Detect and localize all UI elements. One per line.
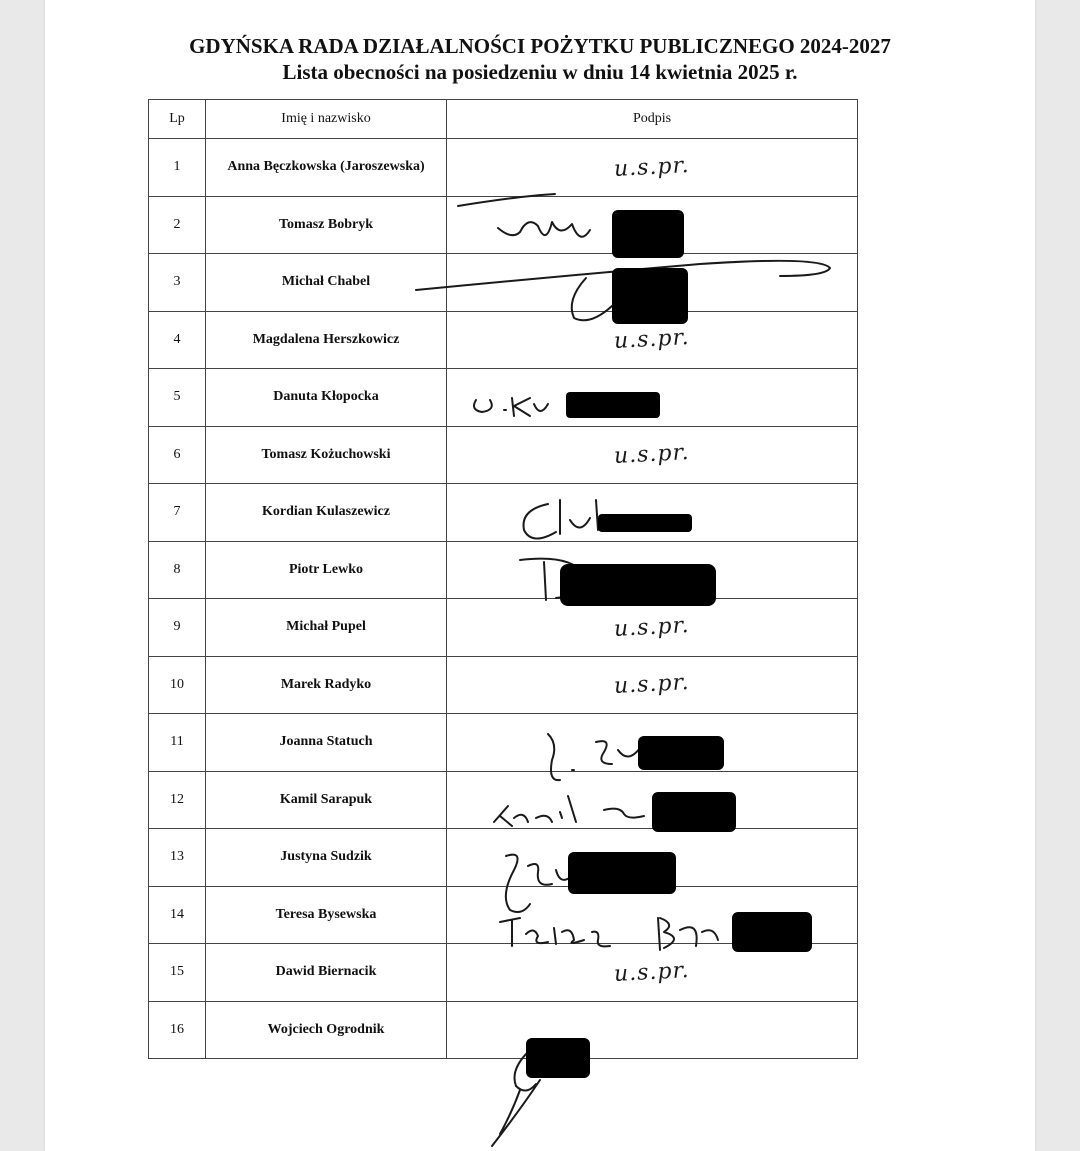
row-signature xyxy=(447,886,858,944)
table-row xyxy=(149,714,858,772)
row-name: Tomasz Kożuchowski xyxy=(206,426,447,484)
row-lp: 10 xyxy=(149,656,206,714)
row-name: Kordian Kulaszewicz xyxy=(206,484,447,542)
row-lp: 3 xyxy=(149,254,206,312)
row-signature xyxy=(447,139,858,197)
row-signature xyxy=(447,196,858,254)
table-row xyxy=(149,484,858,542)
table-row xyxy=(149,254,858,312)
document-subtitle: Lista obecności na posiedzeniu w dniu 14 kwietnia 2025 r. xyxy=(282,60,798,84)
row-signature xyxy=(447,944,858,1002)
row-name: Wojciech Ogrodnik xyxy=(206,1001,447,1059)
row-signature xyxy=(447,656,858,714)
attendance-table xyxy=(148,99,858,1059)
header-name: Imię i nazwisko xyxy=(206,100,447,139)
row-signature xyxy=(447,311,858,369)
row-name: Michał Pupel xyxy=(206,599,447,657)
row-name: Tomasz Bobryk xyxy=(206,196,447,254)
row-signature xyxy=(447,599,858,657)
signature-text: u.s.pr. xyxy=(613,612,691,642)
row-lp: 2 xyxy=(149,196,206,254)
row-lp: 11 xyxy=(149,714,206,772)
row-name: Magdalena Herszkowicz xyxy=(206,311,447,369)
row-signature xyxy=(447,484,858,542)
row-lp: 9 xyxy=(149,599,206,657)
table-row xyxy=(149,886,858,944)
row-lp: 14 xyxy=(149,886,206,944)
row-name: Justyna Sudzik xyxy=(206,829,447,887)
signature-text: u.s.pr. xyxy=(613,325,691,355)
table-row xyxy=(149,771,858,829)
row-name: Joanna Statuch xyxy=(206,714,447,772)
table-row xyxy=(149,311,858,369)
row-name: Teresa Bysewska xyxy=(206,886,447,944)
row-signature xyxy=(447,714,858,772)
signature-text: u.s.pr. xyxy=(613,152,691,182)
row-lp: 12 xyxy=(149,771,206,829)
table-row xyxy=(149,1001,858,1059)
row-name: Dawid Biernacik xyxy=(206,944,447,1002)
row-signature xyxy=(447,771,858,829)
row-signature xyxy=(447,369,858,427)
table-row xyxy=(149,426,858,484)
row-lp: 5 xyxy=(149,369,206,427)
signature-text: u.s.pr. xyxy=(613,957,691,987)
row-name: Marek Radyko xyxy=(206,656,447,714)
row-lp: 8 xyxy=(149,541,206,599)
table-header-row xyxy=(149,100,858,139)
table-row xyxy=(149,196,858,254)
row-lp: 7 xyxy=(149,484,206,542)
table-row xyxy=(149,656,858,714)
row-lp: 6 xyxy=(149,426,206,484)
row-name: Danuta Kłopocka xyxy=(206,369,447,427)
document-title: GDYŃSKA RADA DZIAŁALNOŚCI POŻYTKU PUBLICZNEGO 2024-2027 xyxy=(189,34,891,58)
row-signature xyxy=(447,829,858,887)
row-lp: 1 xyxy=(149,139,206,197)
row-lp: 15 xyxy=(149,944,206,1002)
signature-text: u.s.pr. xyxy=(613,440,691,470)
row-name: Piotr Lewko xyxy=(206,541,447,599)
row-signature xyxy=(447,426,858,484)
row-lp: 16 xyxy=(149,1001,206,1059)
row-lp: 13 xyxy=(149,829,206,887)
row-lp: 4 xyxy=(149,311,206,369)
header-signature: Podpis xyxy=(447,100,858,139)
table-row xyxy=(149,944,858,1002)
row-name: Kamil Sarapuk xyxy=(206,771,447,829)
row-signature xyxy=(447,541,858,599)
header-lp: Lp xyxy=(149,100,206,139)
table-row xyxy=(149,369,858,427)
table-row xyxy=(149,541,858,599)
table-row xyxy=(149,139,858,197)
row-name: Anna Bęczkowska (Jaroszewska) xyxy=(206,139,447,197)
table-row xyxy=(149,599,858,657)
table-row xyxy=(149,829,858,887)
row-signature xyxy=(447,1001,858,1059)
row-name: Michał Chabel xyxy=(206,254,447,312)
signature-text: u.s.pr. xyxy=(613,670,691,700)
row-signature xyxy=(447,254,858,312)
